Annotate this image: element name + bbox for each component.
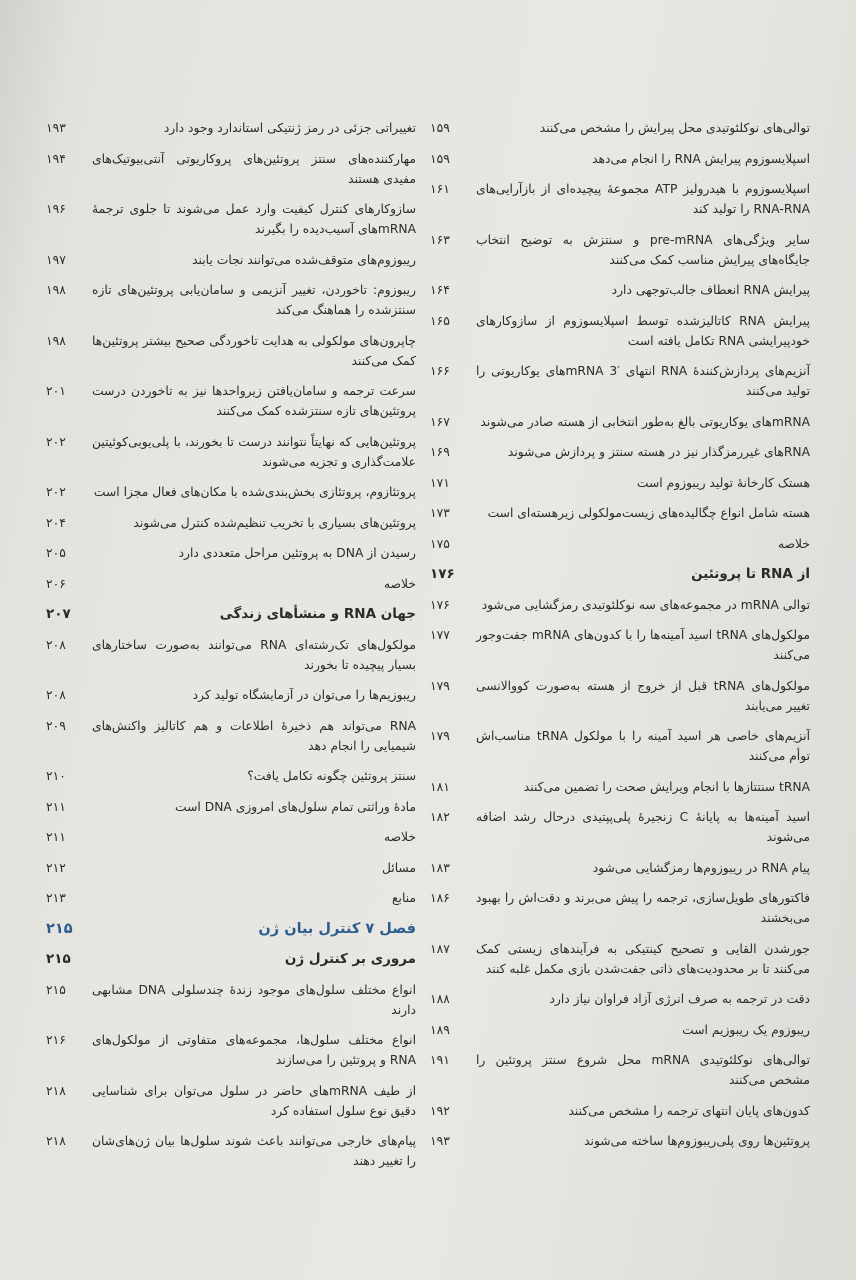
toc-entry — [46, 1081, 416, 1121]
toc-entry-title: پروتئین‌ها روی پلی‌ریبوزوم‌ها ساخته می‌شوند — [584, 1134, 810, 1148]
toc-entry — [430, 625, 810, 665]
toc-entry-title: آنزیم‌های خاصی هر اسید آمینه را با مولکول tRNA مناسب‌اش توأم می‌کنند — [476, 729, 810, 763]
toc-page-number: ۲۱۰ — [46, 769, 66, 783]
toc-entry-title: هسته شامل انواع چگالیده‌های زیست‌مولکولی زیرهسته‌ای است — [487, 506, 810, 520]
toc-entry — [46, 280, 416, 320]
toc-entry-title: خلاصه — [384, 576, 416, 591]
toc-entry — [46, 331, 416, 371]
toc-entry — [430, 1131, 810, 1151]
toc-entry-title: سایر ویژگی‌های pre-mRNA و سنتزش به توضیح انتخاب جایگاه‌های پیرایش مناسب کمک می‌کنند — [476, 232, 810, 267]
toc-entry-title: توالی‌های نوکلئوتیدی محل پیرایش را مشخص می‌کنند — [539, 121, 810, 135]
toc-page-number: ۲۱۳ — [46, 891, 66, 905]
toc-entry — [430, 777, 810, 797]
toc-page-number: ۱۹۳ — [46, 121, 66, 135]
toc-entry-title: خلاصه — [384, 830, 416, 844]
toc-page-number: ۱۶۱ — [430, 182, 450, 196]
toc-page-number: ۱۶۳ — [430, 232, 450, 247]
toc-entry — [46, 980, 416, 1020]
toc-page-number: ۲۰۱ — [46, 384, 66, 398]
toc-entry-title: جورشدن القایی و تصحیح کینتیکی به فرآیندهای زیستی کمک می‌کنند تا بر محدودیت‌های ذاتی جفت‌شدن بازی مکمل غلبه کنند — [476, 941, 810, 976]
toc-page-number: ۲۰۸ — [46, 688, 66, 702]
toc-entry-title: پیرایش RNA انعطاف جالب‌توجهی دارد — [611, 283, 810, 297]
toc-page-number: ۲۰۵ — [46, 546, 66, 560]
toc-page-number: ۲۱۵ — [46, 920, 73, 937]
toc-page-number: ۱۷۹ — [430, 678, 450, 693]
toc-entry — [46, 797, 416, 817]
toc-entry — [430, 442, 810, 462]
toc-entry-title: مسائل — [381, 860, 416, 875]
toc-entry — [430, 311, 810, 351]
toc-entry — [46, 574, 416, 594]
toc-page-number: ۱۶۷ — [430, 414, 450, 429]
toc-page-number: ۱۹۷ — [46, 252, 66, 267]
toc-page-number: ۱۷۷ — [430, 628, 450, 642]
toc-entry — [430, 858, 810, 878]
toc-entry — [430, 412, 810, 432]
toc-page-number: ۱۹۱ — [430, 1053, 450, 1067]
toc-entry-title: مولکول‌های تک‌رشته‌ای RNA می‌توانند به‌صورت ساختارهای بسیار پیچیده تا بخورند — [92, 637, 416, 672]
toc-page-number: ۲۱۸ — [46, 1083, 66, 1098]
toc-entry-title: RNA می‌تواند هم ذخیرهٔ اطلاعات و هم کاتالیز واکنش‌های شیمیایی را انجام دهد — [92, 718, 416, 753]
section-heading-entry — [46, 949, 416, 969]
toc-entry — [46, 1131, 416, 1171]
toc-page-number: ۱۶۶ — [430, 364, 450, 378]
chapter-entry — [46, 919, 416, 939]
toc-page-number: ۲۱۶ — [46, 1033, 66, 1047]
toc-entry — [430, 888, 810, 928]
toc-entry — [46, 149, 416, 189]
toc-entry-title: پیام RNA در ریبوزوم‌ها رمزگشایی می‌شود — [592, 860, 810, 875]
toc-entry — [430, 473, 810, 493]
toc-entry — [430, 149, 810, 169]
toc-page-number: ۱۶۹ — [430, 445, 450, 459]
toc-page-number: ۲۱۵ — [46, 982, 66, 997]
toc-entry-title: ریبوزوم: تاخوردن، تغییر آنزیمی و سامان‌یابی پروتئین‌های تازه سنتزشده را هماهنگ می‌کند — [92, 283, 416, 317]
toc-entry-title: انواع مختلف سلول‌ها، مجموعه‌های متفاوتی از مولکول‌های RNA و پروتئین را می‌سازند — [92, 1033, 416, 1067]
toc-entry-title: پروتئین‌هایی که نهایتاً نتوانند درست تا بخورند، با پلی‌یوبی‌کوئیتین علامت‌گذاری و تجزیه می‌شوند — [92, 434, 416, 469]
toc-entry-title: مادهٔ وراثتی تمام سلول‌های امروزی DNA است — [175, 799, 416, 814]
toc-entry — [46, 858, 416, 878]
toc-entry-title: پیام‌های خارجی می‌توانند باعث شوند سلول‌ها بیان ژن‌های‌شان را تغییر دهند — [92, 1134, 416, 1168]
toc-page-number: ۱۸۷ — [430, 941, 450, 956]
toc-entry — [430, 807, 810, 847]
toc-entry-title: توالی‌های نوکلئوتیدی mRNA محل شروع سنتز پروتئین را مشخص می‌کنند — [476, 1053, 811, 1087]
toc-page-number: ۲۱۸ — [46, 1134, 66, 1148]
toc-entry — [46, 199, 416, 239]
toc-page-number: ۱۸۶ — [430, 891, 450, 905]
toc-entry — [46, 766, 416, 786]
toc-entry-title: مروری بر کنترل ژن — [284, 951, 416, 967]
toc-entry — [430, 118, 810, 138]
toc-page-number: ۱۹۲ — [430, 1103, 450, 1118]
toc-entry — [430, 361, 810, 401]
toc-entry — [430, 280, 810, 300]
toc-entry — [430, 534, 810, 554]
toc-entry — [46, 118, 416, 138]
toc-entry-title: پروتئازوم، پروتئازی بخش‌بندی‌شده با مکان‌های فعال مجزا است — [93, 485, 416, 499]
toc-page-number: ۱۶۴ — [430, 283, 450, 297]
toc-entry-title: انواع مختلف سلول‌های موجود زندهٔ چندسلولی DNA مشابهی دارند — [92, 982, 416, 1017]
toc-page-number: ۲۰۹ — [46, 718, 66, 733]
toc-entry-title: چاپرون‌های مولکولی به هدایت تاخوردگی صحیح بیشتر پروتئین‌ها کمک می‌کنند — [92, 333, 416, 368]
toc-page-number: ۲۰۲ — [46, 485, 66, 499]
toc-page-number: ۱۷۶ — [430, 566, 455, 582]
toc-page-number: ۲۰۶ — [46, 576, 66, 591]
toc-entry — [46, 685, 416, 705]
toc-page-number: ۱۷۵ — [430, 536, 450, 551]
toc-entry — [430, 1050, 810, 1090]
toc-entry — [430, 230, 810, 270]
toc-column-left — [46, 118, 416, 1182]
toc-page-number: ۲۰۲ — [46, 434, 66, 449]
toc-entry-title: سنتز پروتئین چگونه تکامل یافت؟ — [247, 769, 416, 783]
toc-entry — [46, 543, 416, 563]
toc-page-number: ۱۶۵ — [430, 313, 450, 328]
toc-entry — [46, 381, 416, 421]
toc-entry-title: اسپلایسوزوم با هیدرولیز ATP مجموعهٔ پیچیده‌ای از بازآرایی‌های RNA-RNA را تولید کند — [476, 182, 810, 216]
toc-entry-title: مهارکننده‌های سنتز پروتئین‌های پروکاریوتی آنتی‌بیوتیک‌های مفیدی هستند — [92, 151, 416, 186]
toc-entry-title: جهان RNA و منشأهای زندگی — [219, 606, 416, 622]
toc-page-number: ۱۷۳ — [430, 506, 450, 520]
toc-entry — [430, 1020, 810, 1040]
toc-page-number: ۱۹۸ — [46, 333, 66, 348]
toc-entry — [46, 888, 416, 908]
toc-entry-title: خلاصه — [778, 536, 810, 551]
toc-entry-title: منابع — [391, 891, 416, 905]
toc-entry-title: RNAهای غیررمزگذار نیز در هسته سنتز و پردازش می‌شوند — [507, 445, 810, 459]
toc-page-number: ۲۱۵ — [46, 951, 71, 967]
toc-entry-title: رسیدن از DNA به پروتئین مراحل متعددی دارد — [178, 546, 416, 560]
toc-page-number: ۲۱۲ — [46, 860, 66, 875]
toc-entry-title: آنزیم‌های پردازش‌کنندهٔ RNA انتهای ′3 mRNAهای یوکاریوتی را تولید می‌کنند — [476, 364, 810, 398]
toc-entry-title: مولکول‌های tRNA اسید آمینه‌ها را با کدون‌های mRNA جفت‌وجور می‌کنند — [476, 628, 811, 662]
toc-entry-title: ریبوزیم‌ها را می‌توان در آزمایشگاه تولید کرد — [192, 688, 416, 702]
toc-entry-title: فاکتورهای طویل‌سازی، ترجمه را پیش می‌برند و دقت‌اش را بهبود می‌بخشند — [476, 891, 810, 925]
toc-page-number: ۱۸۸ — [430, 992, 450, 1006]
toc-entry — [46, 513, 416, 533]
toc-entry-title: از طیف mRNAهای حاضر در سلول می‌توان برای شناسایی دقیق نوع سلول استفاده کرد — [92, 1083, 416, 1118]
toc-page-number: ۱۸۱ — [430, 779, 450, 794]
toc-page-number: ۱۷۶ — [430, 597, 450, 612]
toc-entry — [46, 482, 416, 502]
toc-entry-title: سرعت ترجمه و سامان‌یافتن زیرواحدها نیز به تاخوردن درست پروتئین‌های تازه سنتزشده کمک می‌کنند — [92, 384, 416, 418]
toc-entry-title: سازوکارهای کنترل کیفیت وارد عمل می‌شوند تا جلوی ترجمهٔ mRNAهای آسیب‌دیده را بگیرند — [92, 202, 416, 236]
section-heading-entry — [46, 604, 416, 624]
toc-entry-title: از RNA تا پروتئین — [691, 566, 810, 582]
toc-entry-title: اسپلایسوزوم پیرایش RNA را انجام می‌دهد — [592, 151, 810, 166]
toc-page-number: ۲۱۱ — [46, 830, 66, 844]
toc-column-right — [430, 118, 810, 1162]
toc-entry — [46, 716, 416, 756]
toc-page-number: ۲۰۸ — [46, 637, 66, 652]
toc-entry-title: دقت در ترجمه به صرف انرژی آزاد فراوان نیاز دارد — [549, 992, 810, 1006]
toc-page-number: ۲۰۷ — [46, 606, 71, 622]
toc-page-number: ۱۹۸ — [46, 283, 66, 297]
toc-page-number: ۲۱۱ — [46, 799, 66, 814]
toc-entry-title: پروتئین‌های بسیاری با تخریب تنظیم‌شده کنترل می‌شوند — [133, 515, 416, 530]
toc-entry — [430, 989, 810, 1009]
toc-entry-title: mRNAهای یوکاریوتی بالغ به‌طور انتخابی از هسته صادر می‌شوند — [480, 414, 810, 429]
toc-entry — [46, 827, 416, 847]
toc-entry-title: توالی mRNA در مجموعه‌های سه نوکلئوتیدی رمزگشایی می‌شود — [481, 597, 810, 612]
toc-page-number: ۱۹۶ — [46, 202, 66, 216]
toc-page-number: ۱۹۳ — [430, 1134, 450, 1148]
toc-page-number: ۱۸۹ — [430, 1022, 450, 1037]
section-heading-entry — [430, 564, 810, 584]
toc-page-number: ۱۵۹ — [430, 121, 450, 135]
toc-page-number: ۱۹۴ — [46, 151, 66, 166]
toc-page-number: ۱۵۹ — [430, 151, 450, 166]
toc-entry-title: ریبوزوم یک ریبوزیم است — [682, 1022, 810, 1037]
toc-entry-title: فصل ۷ کنترل بیان ژن — [258, 920, 416, 937]
toc-entry-title: مولکول‌های tRNA قبل از خروج از هسته به‌صورت کووالانسی تغییر می‌یابند — [476, 678, 810, 713]
toc-page-number: ۱۷۹ — [430, 729, 450, 743]
toc-entry-title: tRNA سنتتازها با انجام ویرایش صحت را تضمین می‌کنند — [523, 779, 810, 794]
toc-page-number: ۲۰۴ — [46, 515, 66, 530]
toc-entry — [46, 432, 416, 472]
toc-entry-title: کدون‌های پایان انتهای ترجمه را مشخص می‌کنند — [568, 1103, 810, 1118]
toc-entry — [46, 635, 416, 675]
toc-entry — [430, 1101, 810, 1121]
toc-entry — [430, 595, 810, 615]
toc-entry — [430, 939, 810, 979]
toc-entry-title: تغییراتی جزئی در رمز ژنتیکی استاندارد وجود دارد — [163, 121, 416, 135]
toc-entry — [46, 1030, 416, 1070]
toc-page-number: ۱۸۳ — [430, 860, 450, 875]
toc-page-number: ۱۷۱ — [430, 475, 450, 490]
toc-entry — [430, 179, 810, 219]
toc-page-number: ۱۸۲ — [430, 810, 450, 824]
toc-entry — [46, 250, 416, 270]
toc-entry — [430, 726, 810, 766]
toc-entry-title: ریبوزوم‌های متوقف‌شده می‌توانند نجات یابند — [192, 252, 416, 267]
toc-entry-title: هستک کارخانهٔ تولید ریبوزوم است — [636, 475, 810, 490]
toc-entry — [430, 676, 810, 716]
toc-entry-title: اسید آمینه‌ها به پایانهٔ C زنجیرهٔ پلی‌پپتیدی درحال رشد اضافه می‌شوند — [476, 810, 810, 844]
toc-entry — [430, 503, 810, 523]
toc-entry-title: پیرایش RNA کاتالیزشده توسط اسپلایسوزوم از سازوکارهای خودپیرایشی RNA تکامل یافته است — [476, 313, 810, 348]
